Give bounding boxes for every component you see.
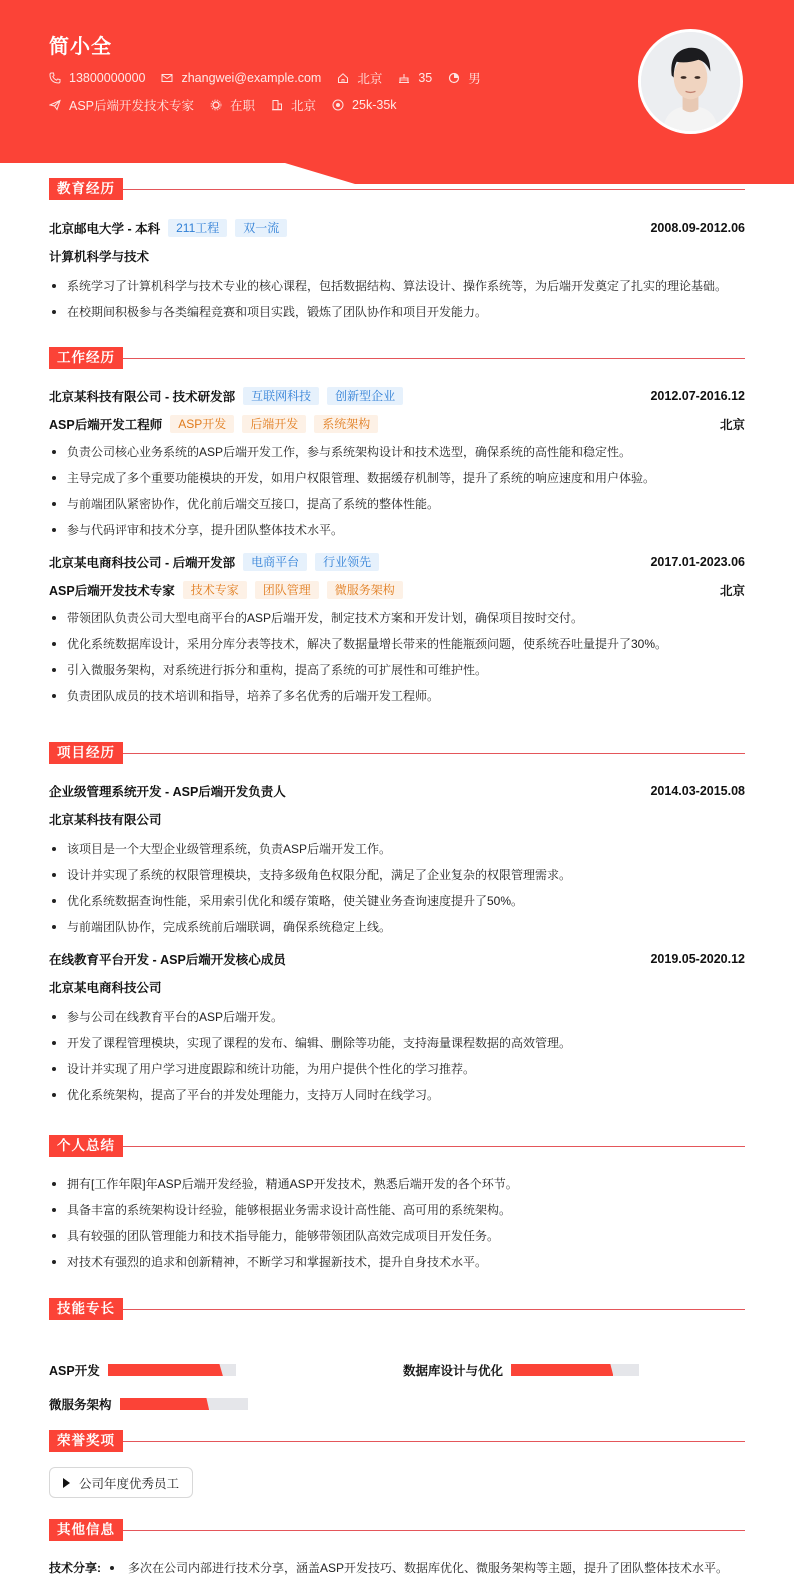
resume-header (0, 0, 794, 184)
other-section (49, 1519, 745, 1576)
skill-item (403, 1361, 639, 1379)
mail-icon (161, 72, 173, 84)
project-bullets (49, 836, 745, 940)
skill-item (49, 1395, 248, 1413)
list-item: 设计并实现了系统的权限管理模块，支持多级角色权限分配，满足了企业复杂的权限管理需求。 (49, 862, 745, 888)
school-tag: 211工程 (168, 219, 227, 237)
section-divider (123, 1441, 745, 1442)
list-item: 该项目是一个大型企业级管理系统，负责ASP后端开发工作。 (49, 836, 745, 862)
work-section (49, 347, 745, 709)
home-icon (337, 72, 349, 84)
work-date: 2012.07-2016.12 (650, 389, 745, 403)
project-name: 企业级管理系统开发 - ASP后端开发负责人 (49, 785, 286, 799)
target-city-info: 北京 (271, 96, 316, 114)
project-date: 2019.05-2020.12 (650, 952, 745, 966)
project-date: 2014.03-2015.08 (650, 784, 745, 798)
work-item (49, 385, 745, 543)
section-divider (123, 1530, 745, 1531)
role-tag: 技术专家 (183, 581, 247, 599)
section-title: 项目经历 (49, 742, 123, 764)
awards-section (49, 1430, 745, 1498)
skill-name: 微服务架构 (49, 1398, 112, 1412)
work-bullets (49, 605, 745, 709)
education-bullets (49, 273, 745, 325)
list-item: 优化系统数据库设计，采用分库分表等技术，解决了数据量增长带来的性能瓶颈问题，使系统吞吐量提升了30%。 (49, 631, 745, 657)
other-info-text: 多次在公司内部进行技术分享，涵盖ASP开发技巧、数据库优化、微服务架构等主题，提升了团队整体技术水平。 (128, 1561, 729, 1575)
list-item: 优化系统数据查询性能，采用索引优化和缓存策略，使关键业务查询速度提升了50%。 (49, 888, 745, 914)
salary-icon (332, 99, 344, 111)
other-info-label: 技术分享: (49, 1561, 101, 1575)
section-divider (123, 189, 745, 190)
list-item: 主导完成了多个重要功能模块的开发，如用户权限管理、数据缓存机制等，提升了系统的响应速度和用户体验。 (49, 465, 745, 491)
company-tag: 行业领先 (315, 553, 379, 571)
section-title: 其他信息 (49, 1519, 123, 1541)
avatar (638, 29, 743, 134)
project-name: 在线教育平台开发 - ASP后端开发核心成员 (49, 953, 286, 967)
project-bullets (49, 1004, 745, 1108)
list-item: 具有较强的团队管理能力和技术指导能力，能够带领团队高效完成项目开发任务。 (49, 1223, 745, 1249)
list-item: 优化系统架构，提高了平台的并发处理能力，支持万人同时在线学习。 (49, 1082, 745, 1108)
list-item: 对技术有强烈的追求和创新精神，不断学习和掌握新技术，提升自身技术水平。 (49, 1249, 745, 1275)
list-item: 系统学习了计算机科学与技术专业的核心课程，包括数据结构、算法设计、操作系统等，为后端开发奠定了扎实的理论基础。 (49, 273, 745, 299)
skills-section (49, 1298, 745, 1320)
play-triangle-icon (63, 1478, 70, 1488)
job-title: ASP后端开发工程师 (49, 418, 163, 432)
work-location: 北京 (719, 418, 745, 432)
company-tag: 互联网科技 (243, 387, 319, 405)
skill-bar (511, 1364, 639, 1376)
role-tag: ASP开发 (170, 415, 234, 433)
age-info: 35 (398, 71, 432, 85)
candidate-name: 简小全 (49, 36, 112, 58)
company-name: 北京某科技有限公司 - 技术研发部 (49, 390, 236, 404)
status-icon (210, 99, 222, 111)
list-item: 带领团队负责公司大型电商平台的ASP后端开发，制定技术方案和开发计划，确保项目按时交付。 (49, 605, 745, 631)
project-company: 北京某电商科技公司 (49, 981, 162, 995)
education-date: 2008.09-2012.06 (650, 221, 745, 235)
section-title: 教育经历 (49, 178, 123, 200)
section-title: 个人总结 (49, 1135, 123, 1157)
list-item: 与前端团队紧密协作，优化前后端交互接口，提高了系统的整体性能。 (49, 491, 745, 517)
skill-bar (108, 1364, 236, 1376)
list-item: 引入微服务架构，对系统进行拆分和重构，提高了系统的可扩展性和可维护性。 (49, 657, 745, 683)
school-tag: 双一流 (235, 219, 287, 237)
skill-bar-fill (120, 1398, 210, 1410)
phone-info: 13800000000 (49, 71, 145, 85)
role-tag: 微服务架构 (327, 581, 403, 599)
education-item (49, 217, 745, 325)
work-bullets (49, 439, 745, 543)
role-tag: 团队管理 (255, 581, 319, 599)
city-info: 北京 (337, 69, 382, 87)
role-tag: 系统架构 (314, 415, 378, 433)
section-divider (123, 1146, 745, 1147)
salary-info: 25k-35k (332, 98, 396, 112)
company-name: 北京某电商科技公司 - 后端开发部 (49, 556, 236, 570)
school-name: 北京邮电大学 - 本科 (49, 222, 161, 236)
award-label: 公司年度优秀员工 (79, 1476, 180, 1491)
building-icon (271, 99, 283, 111)
job-intent-row (49, 96, 413, 114)
project-item (49, 948, 745, 1108)
award-item[interactable] (49, 1467, 193, 1498)
send-icon (49, 99, 61, 111)
target-position-info: ASP后端开发技术专家 (49, 96, 194, 114)
cake-icon (398, 72, 410, 84)
section-divider (123, 753, 745, 754)
list-item: 负责团队成员的技术培训和指导，培养了多名优秀的后端开发工程师。 (49, 683, 745, 709)
skill-item (49, 1361, 236, 1379)
work-date: 2017.01-2023.06 (650, 555, 745, 569)
employment-status-info: 在职 (210, 96, 255, 114)
skill-bar (120, 1398, 248, 1410)
avatar-photo (641, 32, 740, 131)
skill-bar-fill (511, 1364, 613, 1376)
skill-bar-fill (108, 1364, 223, 1376)
role-tag: 后端开发 (242, 415, 306, 433)
list-item: 参与公司在线教育平台的ASP后端开发。 (49, 1004, 745, 1030)
list-item: 设计并实现了用户学习进度跟踪和统计功能，为用户提供个性化的学习推荐。 (49, 1056, 745, 1082)
summary-bullets (49, 1171, 745, 1275)
list-item: 与前端团队协作，完成系统前后端联调，确保系统稳定上线。 (49, 914, 745, 940)
company-tag: 创新型企业 (327, 387, 403, 405)
other-info-item (49, 1559, 745, 1576)
section-title: 工作经历 (49, 347, 123, 369)
education-section (49, 178, 745, 325)
company-tag: 电商平台 (243, 553, 307, 571)
contact-row (49, 69, 497, 87)
work-location: 北京 (719, 584, 745, 598)
summary-section (49, 1135, 745, 1275)
list-item: 拥有[工作年限]年ASP后端开发经验，精通ASP开发技术，熟悉后端开发的各个环节。 (49, 1171, 745, 1197)
email-info: zhangwei@example.com (161, 71, 321, 85)
gender-icon (448, 72, 460, 84)
list-item: 在校期间积极参与各类编程竞赛和项目实践，锻炼了团队协作和项目开发能力。 (49, 299, 745, 325)
skill-name: ASP开发 (49, 1364, 100, 1378)
major: 计算机科学与技术 (49, 250, 150, 264)
section-header (49, 178, 745, 200)
phone-icon (49, 72, 61, 84)
list-item: 开发了课程管理模块，实现了课程的发布、编辑、删除等功能，支持海量课程数据的高效管理。 (49, 1030, 745, 1056)
list-item: 具备丰富的系统架构设计经验，能够根据业务需求设计高性能、高可用的系统架构。 (49, 1197, 745, 1223)
work-item (49, 551, 745, 709)
section-title: 荣誉奖项 (49, 1430, 123, 1452)
project-item (49, 780, 745, 940)
skill-name: 数据库设计与优化 (403, 1364, 504, 1378)
section-title: 技能专长 (49, 1298, 123, 1320)
section-divider (123, 1309, 745, 1310)
project-company: 北京某科技有限公司 (49, 813, 162, 827)
section-divider (123, 358, 745, 359)
list-item: 负责公司核心业务系统的ASP后端开发工作，参与系统架构设计和技术选型，确保系统的高性能和稳定性。 (49, 439, 745, 465)
list-item: 参与代码评审和技术分享，提升团队整体技术水平。 (49, 517, 745, 543)
projects-section (49, 742, 745, 1108)
job-title: ASP后端开发技术专家 (49, 584, 175, 598)
bullet-dot (110, 1566, 114, 1570)
gender-info: 男 (448, 69, 481, 87)
